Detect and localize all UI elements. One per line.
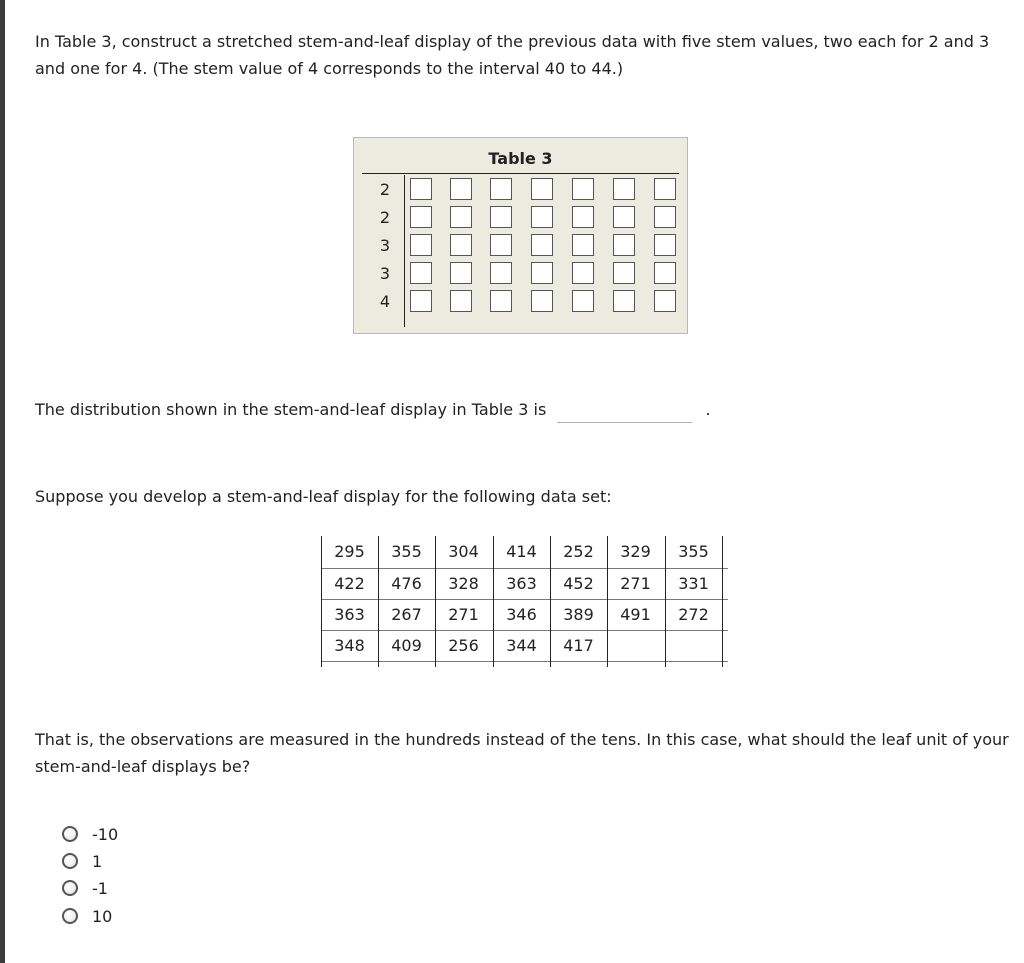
leaf-input-box[interactable]	[531, 206, 553, 228]
radio-button[interactable]	[62, 853, 78, 869]
data-cell: 271	[448, 605, 479, 624]
stem-value: 4	[379, 292, 391, 311]
stem-row	[354, 204, 664, 232]
answer-option[interactable]	[62, 822, 118, 846]
leaf-input-box[interactable]	[450, 262, 472, 284]
table-column-rule	[722, 536, 723, 667]
distribution-sentence	[35, 396, 711, 423]
leaf-input-box[interactable]	[410, 206, 432, 228]
data-cell: 329	[620, 542, 651, 561]
stem-row	[354, 176, 664, 204]
data-cell: 355	[391, 542, 422, 561]
leaf-input-box[interactable]	[490, 178, 512, 200]
stem-value: 3	[379, 264, 391, 283]
data-cell: 363	[506, 574, 537, 593]
data-cell: 344	[506, 636, 537, 655]
leaf-input-box[interactable]	[572, 290, 594, 312]
data-cell: 348	[334, 636, 365, 655]
data-cell: 272	[678, 605, 709, 624]
data-cell: 271	[620, 574, 651, 593]
answer-option[interactable]	[62, 904, 112, 928]
leaf-input-box[interactable]	[654, 178, 676, 200]
option-label: -10	[92, 824, 119, 844]
data-cell: 422	[334, 574, 365, 593]
stem-value: 2	[379, 208, 391, 227]
data-cell: 476	[391, 574, 422, 593]
leaf-input-box[interactable]	[613, 206, 635, 228]
leaf-input-box[interactable]	[450, 206, 472, 228]
data-cell: 328	[448, 574, 479, 593]
data-cell: 256	[448, 636, 479, 655]
stem-row	[354, 288, 664, 316]
data-cell: 331	[678, 574, 709, 593]
data-cell: 267	[391, 605, 422, 624]
distribution-answer-blank[interactable]	[557, 400, 692, 423]
radio-button[interactable]	[62, 826, 78, 842]
data-cell: 414	[506, 542, 537, 561]
distribution-suffix: .	[705, 400, 711, 419]
option-label: 10	[92, 906, 113, 926]
data-cell: 355	[678, 542, 709, 561]
data-cell: 346	[506, 605, 537, 624]
leaf-input-box[interactable]	[531, 178, 553, 200]
data-cell: 295	[334, 542, 365, 561]
leaf-input-box[interactable]	[613, 234, 635, 256]
leaf-input-box[interactable]	[410, 262, 432, 284]
answer-option[interactable]	[62, 876, 108, 900]
data-set-table	[321, 536, 728, 667]
left-edge-bar	[0, 0, 5, 963]
suppose-text: Suppose you develop a stem-and-leaf display for the following data set:	[35, 487, 612, 506]
leaf-input-box[interactable]	[654, 234, 676, 256]
leaf-input-box[interactable]	[450, 290, 472, 312]
data-cell	[607, 630, 664, 661]
data-cell: 252	[563, 542, 594, 561]
data-cell: 409	[391, 636, 422, 655]
leaf-input-box[interactable]	[531, 290, 553, 312]
leaf-input-box[interactable]	[654, 290, 676, 312]
leaf-input-box[interactable]	[572, 234, 594, 256]
stem-value: 2	[379, 180, 391, 199]
leaf-input-box[interactable]	[531, 262, 553, 284]
radio-button[interactable]	[62, 908, 78, 924]
option-label: 1	[92, 851, 103, 871]
leaf-input-box[interactable]	[654, 206, 676, 228]
leaf-input-box[interactable]	[654, 262, 676, 284]
distribution-prefix: The distribution shown in the stem-and-leaf display in Table 3 is	[35, 400, 547, 419]
leaf-input-box[interactable]	[490, 262, 512, 284]
table-title: Table 3	[488, 149, 553, 168]
data-cell: 304	[448, 542, 479, 561]
leaf-input-box[interactable]	[450, 234, 472, 256]
data-cell: 389	[563, 605, 594, 624]
leaf-input-box[interactable]	[450, 178, 472, 200]
data-cell: 363	[334, 605, 365, 624]
leaf-input-box[interactable]	[572, 262, 594, 284]
table-header-rule	[362, 173, 679, 174]
leaf-input-box[interactable]	[613, 290, 635, 312]
data-cell: 452	[563, 574, 594, 593]
leaf-input-box[interactable]	[613, 178, 635, 200]
stem-row	[354, 232, 664, 260]
leaf-input-box[interactable]	[531, 234, 553, 256]
leaf-input-box[interactable]	[490, 206, 512, 228]
table-row-rule	[321, 661, 728, 662]
leaf-input-box[interactable]	[613, 262, 635, 284]
stem-leaf-table	[353, 137, 688, 334]
leaf-input-box[interactable]	[572, 206, 594, 228]
leaf-input-box[interactable]	[490, 290, 512, 312]
leaf-input-box[interactable]	[410, 234, 432, 256]
answer-option[interactable]	[62, 849, 102, 873]
leaf-input-box[interactable]	[410, 290, 432, 312]
stem-value: 3	[379, 236, 391, 255]
radio-button[interactable]	[62, 880, 78, 896]
intro-text: In Table 3, construct a stretched stem-and-leaf display of the previous data with five stem values, two each for 2 and 3 and one for 4. (The stem value of 4 corresponds to the interval 40 to 44.)	[35, 32, 990, 78]
option-label: -1	[92, 878, 108, 898]
stem-row	[354, 260, 664, 288]
leaf-input-box[interactable]	[490, 234, 512, 256]
leaf-unit-question: That is, the observations are measured in the hundreds instead of the tens. In this case, what should the leaf unit of your stem-and-leaf displays be?	[35, 730, 1009, 776]
data-cell: 417	[563, 636, 594, 655]
leaf-input-box[interactable]	[410, 178, 432, 200]
data-cell: 491	[620, 605, 651, 624]
data-cell	[665, 630, 722, 661]
leaf-input-box[interactable]	[572, 178, 594, 200]
